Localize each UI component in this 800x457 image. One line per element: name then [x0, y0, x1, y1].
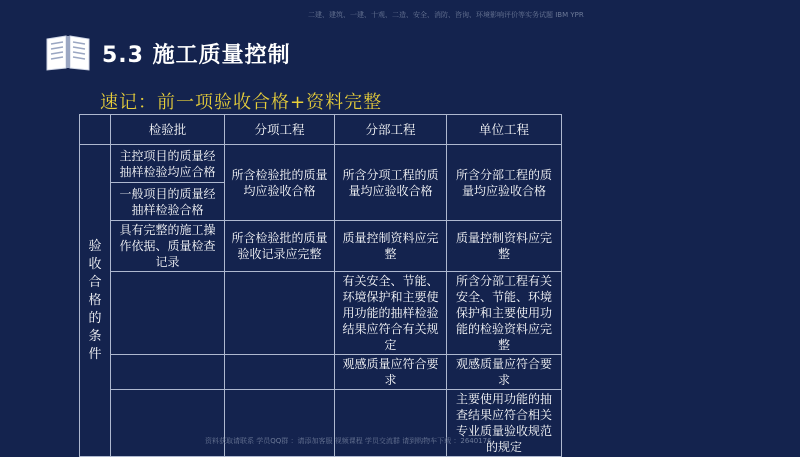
cell-main-control-items: 主控项目的质量经抽样检验均应合格	[111, 145, 225, 183]
cell-inspection-records: 所含检验批的质量验收记录应完整	[225, 221, 335, 272]
cell-empty	[111, 272, 225, 355]
header-sub-division-project: 分部工程	[335, 115, 447, 145]
cell-sub-division-data: 质量控制资料应完整	[335, 221, 447, 272]
cell-empty	[225, 272, 335, 355]
header-inspection-lot: 检验批	[111, 115, 225, 145]
cell-empty	[225, 390, 335, 457]
table-row	[80, 272, 562, 355]
side-label-cell	[80, 145, 111, 457]
cell-appearance-quality: 观感质量应符合要求	[335, 355, 447, 390]
cell-unit-data: 质量控制资料应完整	[447, 221, 562, 272]
cell-safety-sampling: 有关安全、节能、环境保护和主要使用功能的抽样检验结果应符合有关规定	[335, 272, 447, 355]
cell-empty	[225, 355, 335, 390]
cell-general-items: 一般项目的质量经抽样检验合格	[111, 183, 225, 221]
cell-empty	[111, 355, 225, 390]
acceptance-conditions-table	[79, 114, 562, 457]
header-unit-project: 单位工程	[447, 115, 562, 145]
table-header-row	[80, 115, 562, 145]
cell-sub-division-quality: 所含分项工程的质量均应验收合格	[335, 145, 447, 221]
cell-construction-records: 具有完整的施工操作依据、质量检查记录	[111, 221, 225, 272]
cell-function-spot-check: 主要使用功能的抽查结果应符合相关专业质量验收规范的规定	[447, 390, 562, 457]
table-row	[80, 145, 562, 183]
cell-empty	[111, 390, 225, 457]
slide-title: 5.3 施工质量控制	[102, 43, 291, 68]
cell-appearance-quality-unit: 观感质量应符合要求	[447, 355, 562, 390]
cell-safety-documents: 所含分部工程有关安全、节能、环境保护和主要使用功能的检验资料应完整	[447, 272, 562, 355]
table-row	[80, 355, 562, 390]
book-icon	[45, 33, 91, 71]
header-corner-cell	[80, 115, 111, 145]
table-row	[80, 390, 562, 457]
cell-unit-quality: 所含分部工程的质量均应验收合格	[447, 145, 562, 221]
side-label: 验收合格的条件	[88, 238, 102, 362]
watermark-bottom: 资料获取请联系 学员QQ群 ：请添加客服 视频课程 学员交流群 请到购物车下载 ：2640176	[205, 437, 492, 445]
cell-empty	[335, 390, 447, 457]
watermark-top: 二建、建筑、一建、十观、二造、安全、消防、咨询、环境影响评价等实务试题 IBM YPR	[308, 11, 584, 19]
cell-sub-item-quality: 所含检验批的质量均应验收合格	[225, 145, 335, 221]
table-row	[80, 221, 562, 272]
slide-subtitle: 速记：前一项验收合格+资料完整	[100, 92, 383, 113]
header-sub-item-project: 分项工程	[225, 115, 335, 145]
